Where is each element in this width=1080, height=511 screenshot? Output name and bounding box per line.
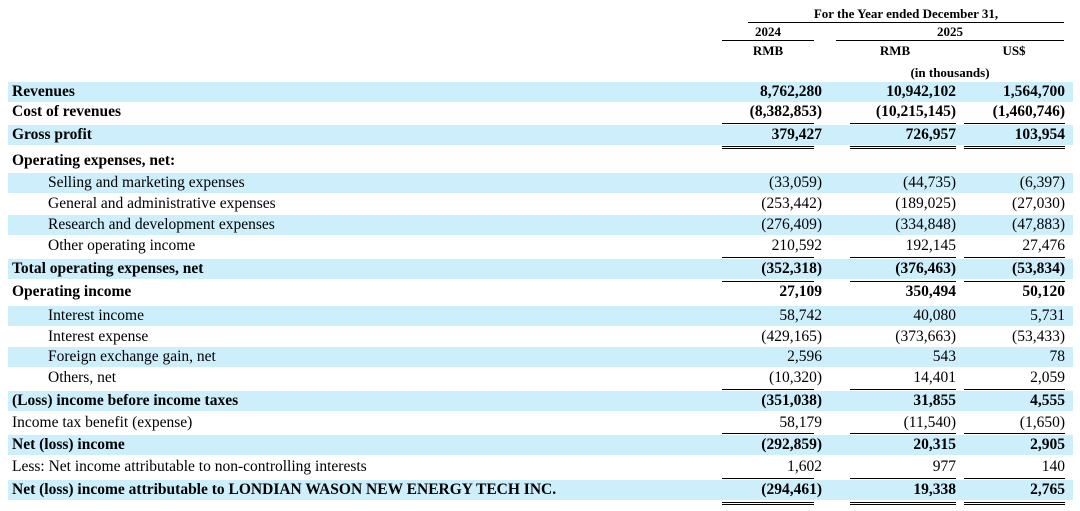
subtotal-rule — [850, 257, 956, 258]
row-label: Foreign exchange gain, net — [48, 348, 216, 365]
subtotal-rule — [722, 123, 814, 124]
subtotal-rule — [964, 389, 1065, 390]
row-label: Net (loss) income attributable to LONDIAN WASON NEW ENERGY TECH INC. — [12, 481, 557, 498]
subtotal-rule — [964, 123, 1065, 124]
statement-row — [8, 282, 1073, 302]
statement-row — [8, 259, 1073, 279]
row-value-col3: 27,476 — [1022, 237, 1065, 254]
row-value-col1: (292,859) — [761, 436, 822, 453]
row-value-col3: 4,555 — [1030, 392, 1065, 409]
statement-row — [8, 306, 1073, 326]
total-double-rule — [722, 146, 814, 149]
subtotal-rule — [722, 433, 814, 434]
subtotal-rule — [722, 257, 814, 258]
row-label: Interest income — [48, 307, 144, 324]
row-value-col2: (334,848) — [895, 216, 956, 233]
subtotal-rule — [722, 478, 814, 479]
row-value-col3: 2,059 — [1030, 369, 1065, 386]
row-label: Operating income — [12, 283, 132, 300]
subtotal-rule — [964, 478, 1065, 479]
row-value-col1: 8,762,280 — [760, 83, 822, 100]
statement-row — [8, 151, 1073, 171]
col2-currency: RMB — [879, 43, 911, 58]
statement-row — [8, 413, 1073, 433]
row-value-col3: (53,834) — [1012, 260, 1065, 277]
row-value-col3: 2,905 — [1030, 436, 1065, 453]
total-double-rule — [850, 502, 956, 505]
row-label: Income tax benefit (expense) — [12, 414, 193, 431]
row-value-col1: 210,592 — [771, 237, 822, 254]
row-value-col2: 20,315 — [913, 436, 956, 453]
year-2024-underline — [722, 40, 814, 41]
year-2024-header: 2024 — [755, 24, 781, 39]
row-value-col2: (44,735) — [903, 174, 956, 191]
row-value-col2: 14,401 — [913, 369, 956, 386]
statement-row — [8, 82, 1073, 102]
year-2025-header: 2025 — [937, 24, 963, 39]
row-value-col1: (429,165) — [761, 328, 822, 345]
row-value-col1: (10,320) — [769, 369, 822, 386]
row-value-col1: 379,427 — [771, 126, 822, 143]
row-label: Revenues — [12, 83, 75, 100]
statement-row — [8, 368, 1073, 388]
statement-row — [8, 173, 1073, 193]
row-value-col3: (1,460,746) — [992, 103, 1065, 120]
subtotal-rule — [722, 389, 814, 390]
subtotal-rule — [850, 433, 956, 434]
statement-row — [8, 480, 1073, 500]
row-label: Total operating expenses, net — [12, 260, 204, 277]
row-value-col2: 350,494 — [905, 283, 956, 300]
row-value-col2: (10,215,145) — [875, 103, 956, 120]
total-double-rule — [964, 146, 1065, 149]
statement-row — [8, 102, 1073, 122]
row-label: Cost of revenues — [12, 103, 122, 120]
row-value-col3: (47,883) — [1012, 216, 1065, 233]
row-value-col1: 2,596 — [787, 348, 822, 365]
row-value-col3: (1,650) — [1019, 414, 1065, 431]
subtotal-rule — [850, 478, 956, 479]
statement-row — [8, 194, 1073, 214]
row-value-col3: 1,564,700 — [1003, 83, 1065, 100]
row-value-col1: (352,318) — [761, 260, 822, 277]
row-value-col2: 726,957 — [905, 126, 956, 143]
subtotal-rule — [964, 257, 1065, 258]
row-value-col2: (189,025) — [895, 195, 956, 212]
row-value-col3: 140 — [1041, 458, 1065, 475]
row-value-col3: 103,954 — [1014, 126, 1065, 143]
row-label: General and administrative expenses — [48, 195, 276, 212]
subtotal-rule — [850, 123, 956, 124]
row-label: (Loss) income before income taxes — [12, 392, 239, 409]
row-value-col2: 543 — [932, 348, 956, 365]
row-label: Less: Net income attributable to non-controlling interests — [12, 458, 367, 475]
row-label: Operating expenses, net: — [12, 152, 176, 169]
units-note: (in thousands) — [910, 65, 990, 80]
row-label: Other operating income — [48, 237, 196, 254]
row-value-col3: (6,397) — [1019, 174, 1065, 191]
row-value-col1: 58,742 — [779, 307, 822, 324]
row-value-col1: (276,409) — [761, 216, 822, 233]
period-header: For the Year ended December 31, — [813, 6, 999, 21]
row-value-col1: (8,382,853) — [749, 103, 822, 120]
subtotal-rule — [964, 433, 1065, 434]
row-value-col2: 19,338 — [913, 481, 956, 498]
total-double-rule — [850, 146, 956, 149]
row-value-col2: 192,145 — [905, 237, 956, 254]
row-value-col3: (53,433) — [1012, 328, 1065, 345]
row-value-col2: 977 — [932, 458, 956, 475]
statement-row — [8, 347, 1073, 367]
row-value-col2: (376,463) — [895, 260, 956, 277]
row-label: Others, net — [48, 369, 117, 386]
row-label: Net (loss) income — [12, 436, 125, 453]
row-label: Interest expense — [48, 328, 149, 345]
row-value-col3: 2,765 — [1030, 481, 1065, 498]
col3-currency: US$ — [1002, 43, 1026, 58]
row-value-col2: 31,855 — [913, 392, 956, 409]
year-2025-underline — [836, 40, 1064, 41]
row-label: Gross profit — [12, 126, 92, 143]
row-value-col1: 1,602 — [787, 458, 822, 475]
row-value-col1: 27,109 — [779, 283, 822, 300]
row-label: Selling and marketing expenses — [48, 174, 245, 191]
row-value-col3: 50,120 — [1022, 283, 1065, 300]
row-value-col1: (33,059) — [769, 174, 822, 191]
statement-row — [8, 457, 1073, 477]
subtotal-rule — [850, 389, 956, 390]
row-value-col3: 5,731 — [1030, 307, 1065, 324]
row-value-col1: 58,179 — [779, 414, 822, 431]
statement-row — [8, 236, 1073, 256]
statement-row — [8, 435, 1073, 455]
total-double-rule — [964, 502, 1065, 505]
row-label: Research and development expenses — [48, 216, 275, 233]
row-value-col2: (373,663) — [895, 328, 956, 345]
statement-row — [8, 125, 1073, 145]
total-double-rule — [722, 502, 814, 505]
row-value-col1: (294,461) — [761, 481, 822, 498]
row-value-col3: 78 — [1049, 348, 1065, 365]
row-value-col3: (27,030) — [1012, 195, 1065, 212]
row-value-col2: 40,080 — [913, 307, 956, 324]
row-value-col2: (11,540) — [903, 414, 956, 431]
row-value-col1: (351,038) — [761, 392, 822, 409]
col1-currency: RMB — [752, 43, 784, 58]
subtotal-rule — [850, 281, 956, 282]
row-value-col1: (253,442) — [761, 195, 822, 212]
subtotal-rule — [964, 281, 1065, 282]
statement-row — [8, 215, 1073, 235]
row-value-col2: 10,942,102 — [886, 83, 956, 100]
statement-row — [8, 327, 1073, 347]
period-underline — [748, 22, 1064, 23]
subtotal-rule — [722, 281, 814, 282]
statement-row — [8, 391, 1073, 411]
